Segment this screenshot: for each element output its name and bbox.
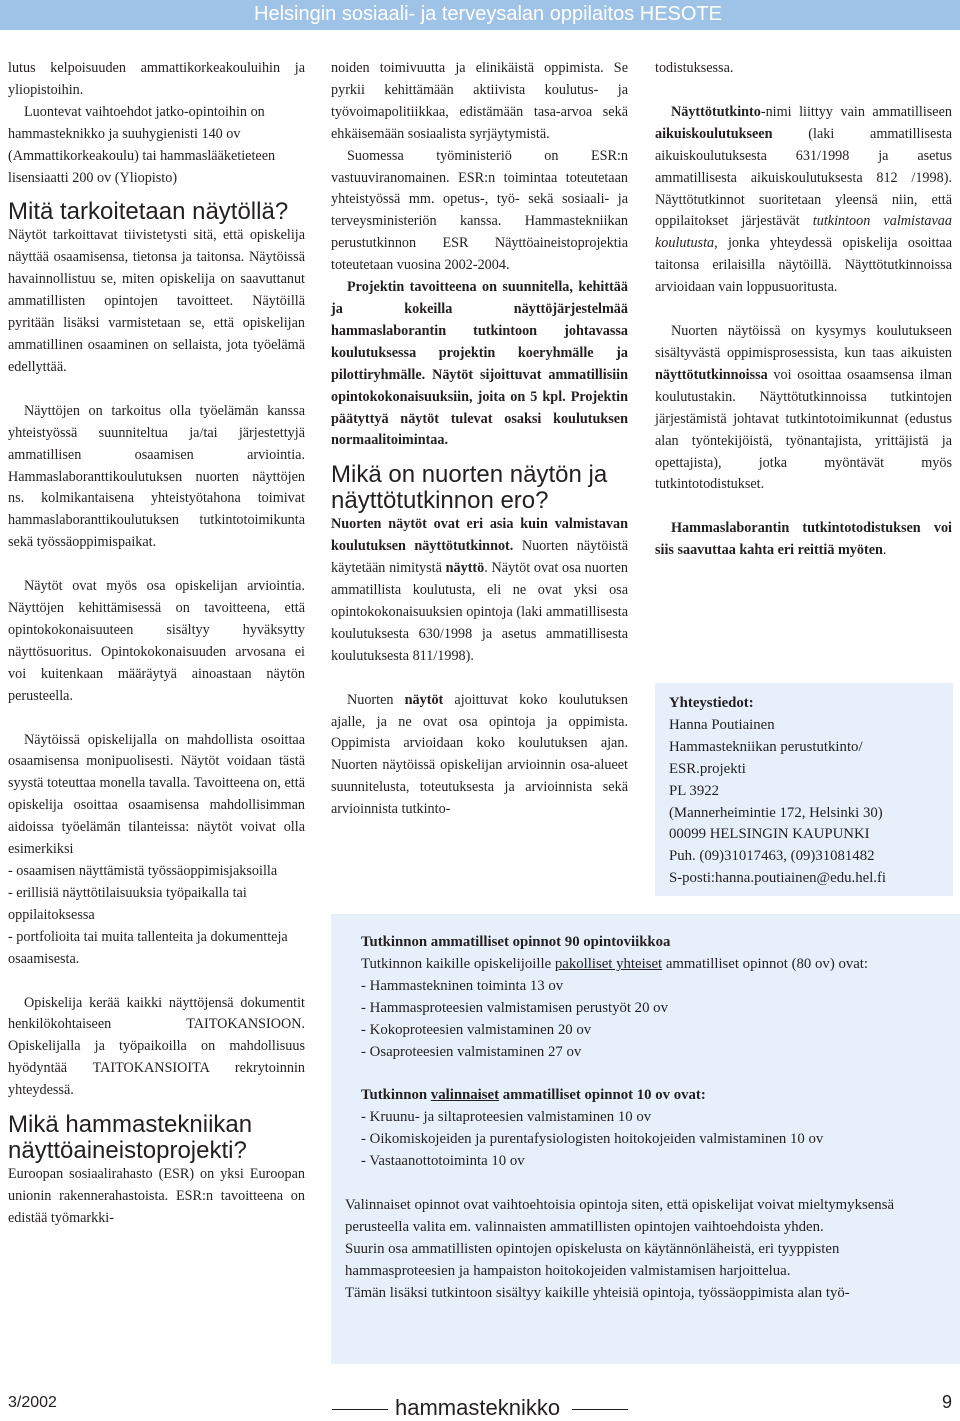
text-span: (laki ammatillisesta aikuiskoulutuksesta 631/1998 ja asetus ammatillisesta aikuiskoulutuksesta 812 /1998). Näyttötutkinnot suoritetaan yleensä niin, että oppilaitokset järjestävät: [655, 125, 952, 230]
text-span: ammatilliset opinnot (80 ov) ovat:: [662, 955, 869, 972]
contact-line: Hanna Poutiainen: [669, 716, 775, 733]
paragraph: [331, 690, 628, 821]
text-span: Tutkinnon kaikille opiskelijoille: [361, 955, 555, 972]
paragraph: [655, 518, 952, 562]
text-span: voi osoittaa osaamsensa ilman koulutustakin. Näyttötutkinnoissa tutkintojen järjestämistä johtavat tutkintotoimikunnat (edustus alan työntekijöistä, työnantajista, yrittäjistä ja opettajista), jotka myöntävät myös tutkintotodistukset.: [655, 366, 952, 493]
paragraph: Opiskelija kerää kaikki näyttöjensä dokumentit henkilökohtaiseen TAITOKANSIOON. Opiskelijalla ja työpaikoilla on mahdollisuus hyödyntää TAITOKANSIOITA rekrytoinnin yhteydessä.: [8, 994, 305, 1099]
optional-list: [345, 1107, 944, 1173]
underlined-text: pakolliset yhteiset: [554, 955, 663, 972]
paragraph: Näytöissä opiskelijalla on mahdollista osoittaa osaamisensa monipuolisesti. Näytöt voidaan tästä syystä toteuttaa monella tavalla. Tavoitteena on, että opiskelija osoittaa osaamisensa mahdollisimman aidoissa työelämän tilanteissa: näytöt voivat olla esimerkiksi: [8, 731, 305, 858]
list-item: - Vastaanottotoiminta 10 ov: [361, 1153, 525, 1170]
paragraph: Tämän lisäksi tutkintoon sisältyy kaikille yhteisiä opintoja, työssäoppimista alan työ-: [345, 1284, 850, 1301]
contact-heading: Yhteystiedot:: [669, 695, 754, 711]
header-title: Helsingin sosiaali- ja terveysalan oppilaitos HESOTE: [254, 3, 722, 25]
list-item: - Oikomiskojeiden ja purentafysiologisten hoitokojeiden valmistaminen 10 ov: [361, 1131, 824, 1148]
bold-text: näyttö: [445, 560, 485, 577]
issue-number: 3/2002: [8, 1394, 57, 1411]
text-span: . Näytöt ovat osa nuorten ammatillista koulutusta, eli ne ovat yksi osa opintokokonaisuuksien opintoja (laki ammatillisesta koulutuksesta 630/1998 ja asetus ammatillisesta koulutuksesta 811/1998).: [331, 560, 628, 664]
paragraph: Näytöt ovat myös osa opiskelijan arviointia. Näyttöjen kehittämisessä on tavoitteena, että opintokokonaisuuteen sisältyy hyväksytty näyttösuoritus. Opintokokonaisuuden arvosana ei voi kuitenkaan määräytyä ainoastaan näytön perusteella.: [8, 578, 305, 704]
studies-info-box: [331, 914, 960, 1364]
bold-text: Nuorten näytöt ovat eri asia kuin valmistavan koulutuksen näyttötutkinnot.: [331, 516, 628, 555]
paragraph: Näyttöjen on tarkoitus olla työelämän kanssa yhteistyössä suunniteltua ja/tai järjestettyjä ammatillisen osaamisen arviointia. Hammaslaboranttikoulutuksen nuorten näyttöjen ns. kolmikantaisena yhteistyötahona toimivat hammaslaboranttikoulutuksen tutkintotoimikunta sekä työssäoppimispaikat.: [8, 402, 305, 551]
paragraph: [331, 514, 628, 667]
column-2: [331, 58, 628, 821]
box-heading: Tutkinnon ammatilliset opinnot 90 opintoviikkoa: [361, 934, 671, 950]
list-item: - Kokoproteesien valmistaminen 20 ov: [361, 1021, 592, 1038]
list-item: - portfolioita tai muita tallenteita ja dokumentteja osaamisesta.: [8, 928, 288, 967]
contact-line: 00099 HELSINGIN KAUPUNKI: [669, 826, 870, 843]
paragraph: Valinnaiset opinnot ovat vaihtoehtoisia opintoja siten, että opiskelijat voivat mieltymyksensä perusteella valita em. valinnaisten ammatillisten opintojen vaihtoehdoista yhden.: [345, 1197, 895, 1235]
text-span: Tutkinnon: [361, 1087, 431, 1104]
italic-text: tutkintoon valmistavaa koulutusta,: [655, 213, 952, 252]
column-3: [655, 58, 952, 562]
bold-text: Hammaslaborantin tutkintotodistuksen voi siis saavuttaa kahta eri reittiä myöten: [655, 520, 952, 559]
paragraph: Euroopan sosiaalirahasto (ESR) on yksi Euroopan unionin rakennerahastoista. ESR:n tavoitteena on edistää työmarkki-: [8, 1166, 305, 1226]
list-item: - Hammasproteesien valmistamisen perustyöt 20 ov: [361, 999, 668, 1016]
paragraph: [655, 102, 952, 299]
paragraph: Luontevat vaihtoehdot jatko-opintoihin on hammasteknikko ja suuhygienisti 140 ov (Ammattikorkeakoulu) tai hammaslääketieteen lisensiaatti 200 ov (Yliopisto): [8, 103, 276, 186]
contact-line: Puh. (09)31017463, (09)31081482: [669, 848, 875, 865]
footer-rule-right: [572, 1409, 628, 1410]
underlined-text: valinnaiset: [430, 1087, 500, 1104]
paragraph-bold: Projektin tavoitteena on suunnitella, kehittää ja kokeilla näyttöjärjestelmää hammaslaborantin tutkintoon johtavassa koulutuksessa projektin koeryhmälle ja pilottiryhmälle. Näytöt sijoittuvat ammatillisiin opintokokonaisuuksiin, joita on 5 kpl. Projektin päätyttyä näytöt tulevat osaksi koulutuksen normaalitoimintaa.: [331, 279, 628, 449]
contact-box: [655, 683, 953, 896]
text-span: Nuorten: [347, 691, 405, 708]
list-item: - Osaproteesien valmistaminen 27 ov: [361, 1043, 582, 1060]
contact-line: (Mannerheimintie 172, Helsinki 30): [669, 804, 883, 821]
contact-line: PL 3922: [669, 782, 720, 799]
bold-text: näytöt: [404, 691, 444, 708]
list-item: - osaamisen näyttämistä työssäoppimisjaksoilla: [8, 863, 278, 879]
list-item: - Kruunu- ja siltaproteesien valmistaminen 10 ov: [361, 1109, 652, 1126]
paragraph: [345, 954, 944, 976]
box-heading: [345, 1085, 944, 1107]
text-span: Nuorten näytöissä on kysymys koulutukseen sisältyvästä oppimisprosessista, kun taas aikuisten: [655, 323, 952, 361]
text-span: jonka yhteydessä opiskelija osoittaa taitonsa erilaisilla näytöillä. Näyttötutkinnoissa arvioidaan vain loppusuoritusta.: [655, 235, 952, 296]
text-span: ammatilliset opinnot 10 ov ovat:: [499, 1087, 706, 1104]
text-span: ajoittuvat koko koulutuksen ajalle, ja ne ovat osa opintoja ja oppimista. Oppimista arvioidaan koko koulutuksen ajan. Nuorten näytöissä opiskelijan arvioinnin osa-alueet suunnitelusta, toteutuksesta ja arvioinnista sekä arvioinnista tutkinto-: [331, 691, 628, 818]
paragraph: Suomessa työministeriö on ESR:n vastuuviranomainen. ESR:n toimintaa toteutetaan yhteistyössä mm. opetus-, työ- sekä sosiaali- ja terveysministeriön kanssa. Hammastekniikan perustutkinnon ESR Näyttöaineistoprojektia toteutetaan vuosina 2002-2004.: [331, 147, 628, 274]
contact-email[interactable]: S-posti:hanna.poutiainen@edu.hel.fi: [669, 870, 887, 887]
text-span: .: [882, 542, 887, 559]
paragraph: [655, 321, 952, 496]
paragraph: noiden toimivuutta ja elinikäistä oppimista. Se pyrkii kehittämään aktiivista koulutus- ja työvoimapolitiikkaa, edistämään tasa-arvoa sekä ehkäisemään sosiaalista syrjäytymistä.: [331, 60, 628, 142]
footer-rule-left: [332, 1409, 388, 1410]
text-span: Nuorten näytöistä käytetään nimitystä: [331, 538, 629, 577]
text-span: -nimi liittyy vain ammatilliseen: [760, 103, 952, 120]
page-number: 9: [941, 1392, 952, 1412]
required-list: [345, 976, 944, 1064]
section-heading: Mitä tarkoitetaan näytöllä?: [8, 198, 289, 226]
contact-line: Hammastekniikan perustutkinto/: [669, 738, 863, 755]
bold-text: Näyttötutkinto: [671, 103, 761, 120]
list-item: - Hammastekninen toiminta 13 ov: [361, 977, 564, 994]
paragraph: lutus kelpoisuuden ammattikorkeakouluihin ja yliopistoihin.: [8, 60, 305, 98]
section-heading: Mikä hammastekniikan näyttöaineistoprojekti?: [8, 1111, 253, 1165]
section-heading: Mikä on nuorten näytön ja näyttötutkinnon ero?: [331, 461, 608, 515]
column-1: [8, 58, 305, 1230]
list-item: - erillisiä näyttötilaisuuksia työpaikalla tai oppilaitoksessa: [8, 884, 247, 923]
paragraph: todistuksessa.: [655, 60, 734, 76]
bold-text: aikuiskoulutukseen: [655, 125, 773, 142]
header-bar: [0, 0, 960, 30]
contact-line: ESR.projekti: [669, 760, 746, 777]
example-list: [8, 861, 305, 971]
bold-text: näyttötutkinnoissa: [655, 366, 768, 383]
paragraph: Suurin osa ammatillisten opintojen opiskelusta on käytännönläheistä, eri tyyppisten hammasproteesien ja hampaiston hoitokojeiden valmistamisen harjoittelua.: [345, 1240, 840, 1279]
paragraph: Näytöt tarkoittavat tiivistetysti sitä, että opiskelija näyttää osaamisensa, tietonsa ja taitonsa. Näytöissä havainnollistuu se, miten opiskelija on saavuttanut ammatillisten opintojen tavoitteet. Näytöillä pyritään lisäksi varmistetaan se, että opiskelijan ammatillinen osaaminen on sellaista, jota työelämä edellyttää.: [8, 227, 305, 375]
magazine-name: hammasteknikko: [395, 1395, 561, 1420]
